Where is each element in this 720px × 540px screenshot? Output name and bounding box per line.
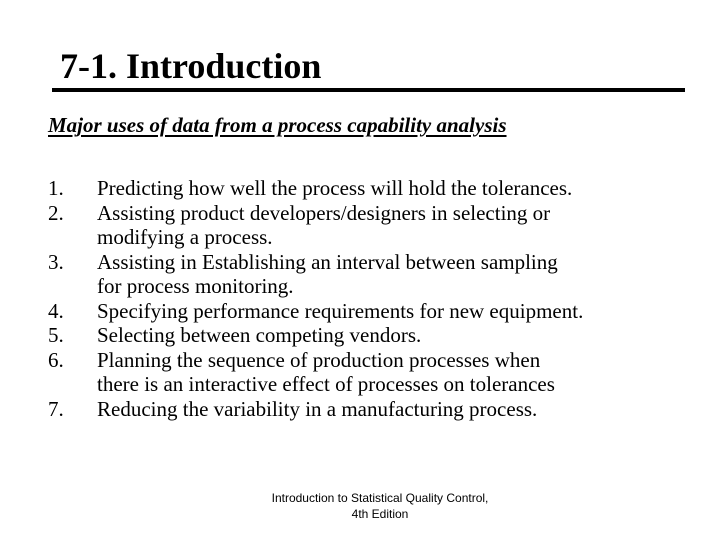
list-item [48,397,688,422]
list-item [48,348,688,397]
list-item-number: 4. [48,298,64,323]
list-item-line: for process monitoring. [97,274,294,298]
title-underline-rule [52,88,685,92]
list-item-number: 3. [48,249,64,274]
list-item-number: 2. [48,200,64,225]
list-item-text [97,176,688,201]
list-item-line: modifying a process. [97,225,273,249]
list-item-text [97,250,688,299]
uses-list [48,176,688,421]
list-item-number: 7. [48,396,64,421]
list-item [48,323,688,348]
list-item-text [97,201,688,250]
list-item-line: Selecting between competing vendors. [97,323,422,347]
footer-line: 4th Edition [351,507,409,521]
list-item-line: Reducing the variability in a manufacturing process. [97,396,538,421]
list-item-line: there is an interactive effect of processes on tolerances [97,372,555,396]
list-item-line: Planning the sequence of production processes when [97,347,541,372]
section-subtitle: Major uses of data from a process capability analysis [48,113,507,137]
list-item-line: Predicting how well the process will hold the tolerances. [97,176,573,200]
slide-title: 7-1. Introduction [60,46,322,86]
list-item-number: 6. [48,347,64,372]
list-item-line: Assisting product developers/designers in selecting or [97,200,551,225]
footer-line: Introduction to Statistical Quality Control, [271,491,489,505]
list-item-number: 1. [48,176,64,200]
list-item-line: Specifying performance requirements for new equipment. [97,298,584,323]
slide-footer [210,490,550,522]
list-item [48,299,688,324]
list-item-line: Assisting in Establishing an interval between sampling [97,249,558,274]
list-item [48,250,688,299]
list-item-text [97,299,688,324]
list-item [48,201,688,250]
list-item-number: 5. [48,323,64,347]
list-item-text [97,323,688,348]
list-item [48,176,688,201]
list-item-text [97,397,688,422]
list-item-text [97,348,688,397]
